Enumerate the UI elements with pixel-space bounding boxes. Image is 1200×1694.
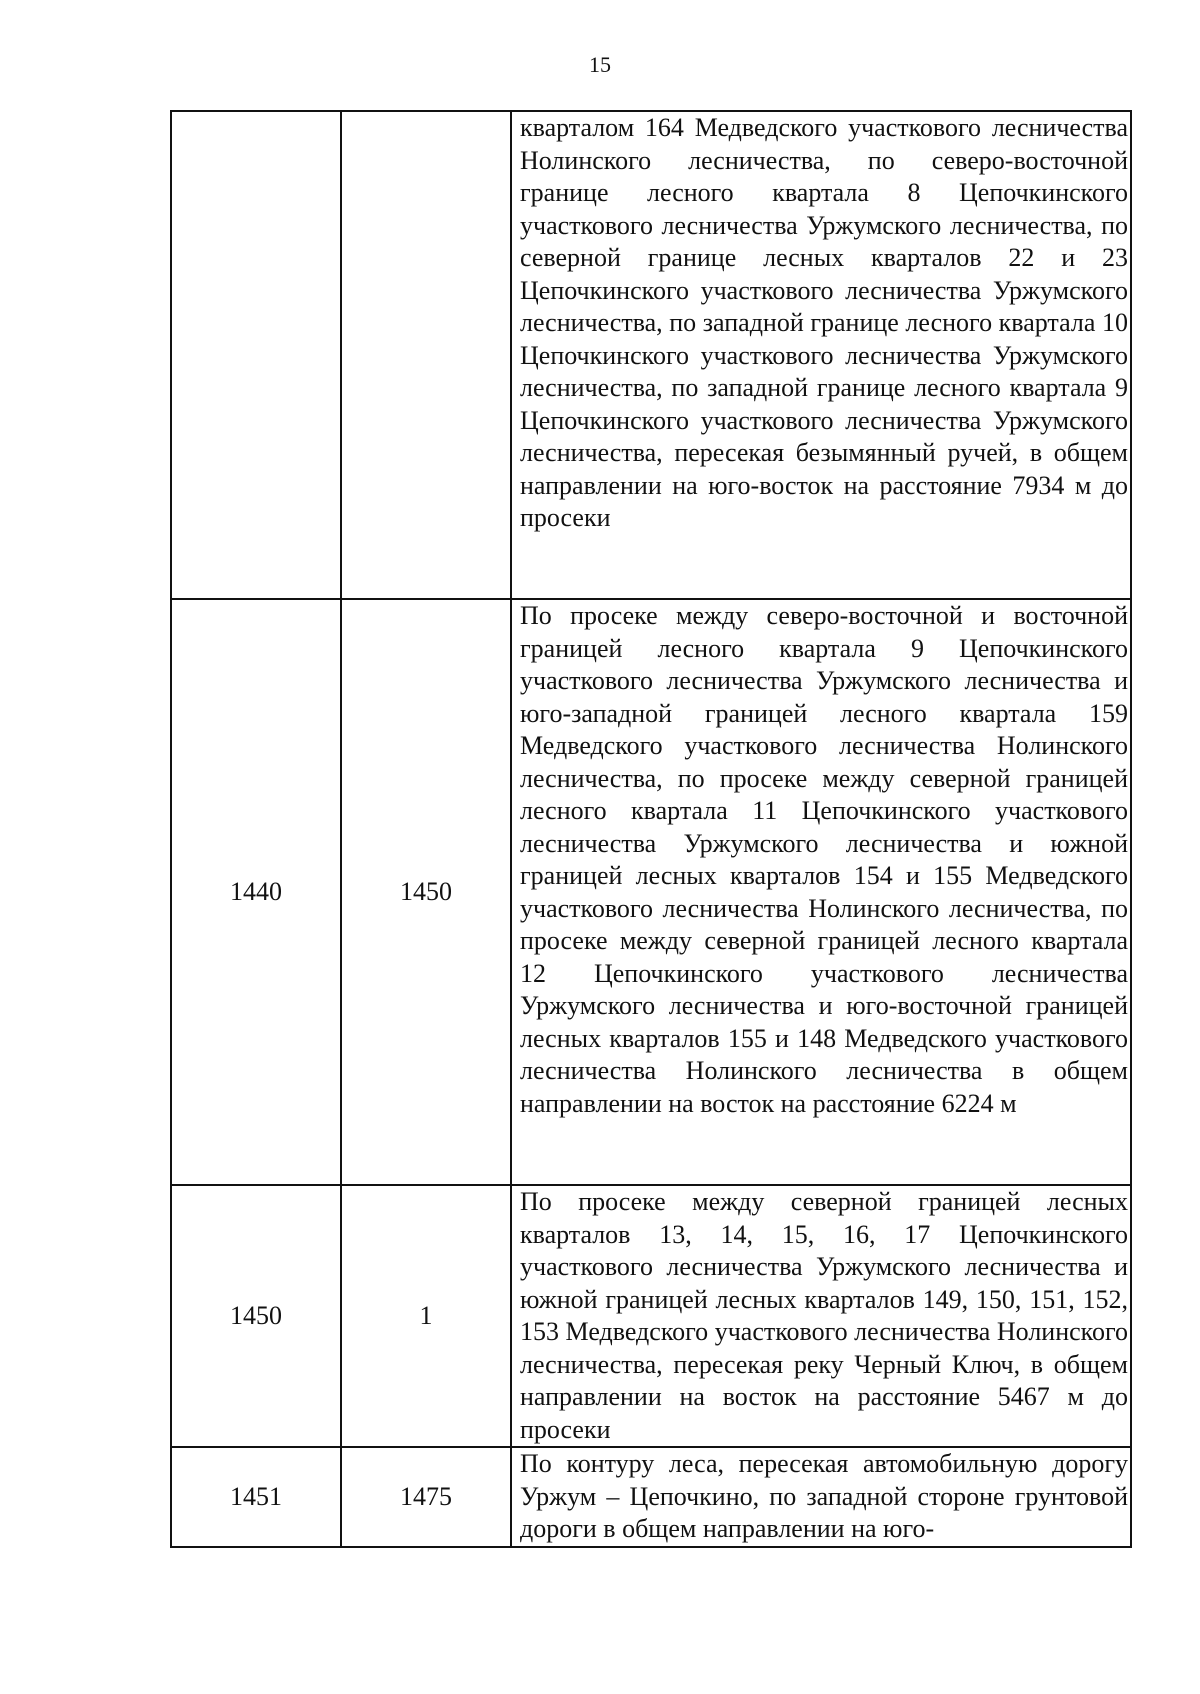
- table-row: [171, 111, 1131, 599]
- point-from-cell: 1450: [171, 1185, 341, 1447]
- point-to-cell: [341, 111, 511, 599]
- boundary-description-cell: По просеке между северной границей лесных кварталов 13, 14, 15, 16, 17 Цепочкинского участкового лесничества Уржумского лесничества и южной границей лесных кварталов 149, 150, 151, 152, 153 Медведского участкового лесничества Нолинского лесничества, пересекая реку Черный Ключ, в общем направлении на восток на расстояние 5467 м до просеки: [511, 1185, 1131, 1447]
- point-to-cell: 1475: [341, 1447, 511, 1547]
- point-to-cell: 1: [341, 1185, 511, 1447]
- page-number: 15: [589, 52, 611, 77]
- point-from-cell: [171, 111, 341, 599]
- point-to-cell: 1450: [341, 599, 511, 1185]
- table-row: [171, 1447, 1131, 1547]
- boundary-description-cell: По контуру леса, пересекая автомобильную дорогу Уржум – Цепочкино, по западной стороне грунтовой дороги в общем направлении на юго-: [511, 1447, 1131, 1547]
- point-from-cell: 1440: [171, 599, 341, 1185]
- table-row: [171, 1185, 1131, 1447]
- point-from-cell: 1451: [171, 1447, 341, 1547]
- boundary-description-cell: кварталом 164 Медведского участкового лесничества Нолинского лесничества, по северо-восточной границе лесного квартала 8 Цепочкинского участкового лесничества Уржумского лесничества, по северной границе лесных кварталов 22 и 23 Цепочкинского участкового лесничества Уржумского лесничества, по западной границе лесного квартала 10 Цепочкинского участкового лесничества Уржумского лесничества, по западной границе лесного квартала 9 Цепочкинского участкового лесничества Уржумского лесничества, пересекая безымянный ручей, в общем направлении на юго-восток на расстояние 7934 м до просеки: [511, 111, 1131, 599]
- boundary-description-cell: По просеке между северо-восточной и восточной границей лесного квартала 9 Цепочкинского участкового лесничества Уржумского лесничества и юго-западной границей лесного квартала 159 Медведского участкового лесничества Нолинского лесничества, по просеке между северной границей лесного квартала 11 Цепочкинского участкового лесничества Уржумского лесничества и южной границей лесных кварталов 154 и 155 Медведского участкового лесничества Нолинского лесничества, по просеке между северной границей лесного квартала 12 Цепочкинского участкового лесничества Уржумского лесничества и юго-восточной границей лесных кварталов 155 и 148 Медведского участкового лесничества Нолинского лесничества в общем направлении на восток на расстояние 6224 м: [511, 599, 1131, 1185]
- boundary-table: [170, 110, 1132, 1548]
- table-row: [171, 599, 1131, 1185]
